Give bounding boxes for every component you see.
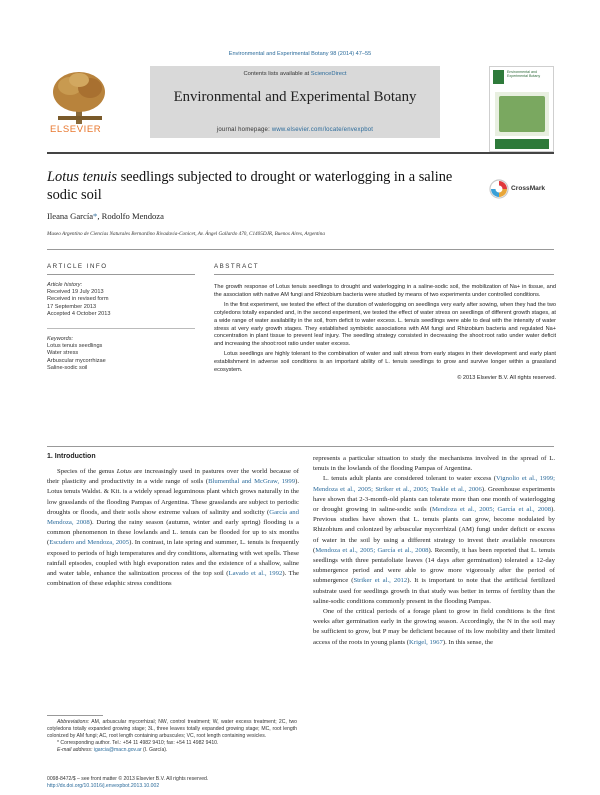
citation-link[interactable]: Lavado et al., 1992 bbox=[228, 570, 283, 578]
intro-paragraph: Species of the genus Lotus are increasingly used in pastures over the world because of their plasticity and productivity in a wide range of soils (Blumenthal and McGraw, 1999). Lotus tenuis Waldst. & Kit. is a widely spread leguminous plant which grows naturally in the low grasslands of the flooding Pampas of Argentina. These grasslands are subject to periodic droughts or floods, and their soils show extreme values of salinity and sodicity (García and Mendoza, 2008). During the rainy season (autumn, winter and early spring) flooding is a common phenomenon in these lowlands and L. tenuis can be flooded for up to six months (Escudero and Mendoza, 2005). In contrast, in late spring and summer, L. tenuis is frequently exposed to periods of high temperatures and dry conditions, alternating with wet spells. These rainfall episodes, coupled with high evaporation rates and the existence of a shallow, saline and water table, enhance the salinization process of the top soil (Lavado et al., 1992). The combination of these edaphic stress conditions bbox=[47, 468, 299, 588]
publisher-name: ELSEVIER bbox=[50, 124, 102, 135]
abstract-paragraph: In the first experiment, we tested the effect of the duration of waterlogging on seedlings very early after sowing, when they had the two cotyledons totally expanded and, in the second experiment, we tested the effect of water stress on seedlings of different growth stages, at a wide range of water availability in the soil, from deficit to water excess. L. tenuis seedlings were able to deal with the intensity of water stress at very early growth stages. They established symbiotic associations with AM fungi and Rhizobium bacteria and regulated Na+ concentration in plant tissue to prevent leaf injury. The seedling strategy consisted in decreasing the shoot:root ratio under water deficit and increasing the shoot:root ratio under water excess. bbox=[214, 301, 556, 348]
footnote-rule bbox=[47, 715, 103, 716]
intro-right-column bbox=[313, 454, 555, 648]
crossmark-badge[interactable] bbox=[489, 179, 555, 199]
header-rule bbox=[47, 152, 554, 154]
history-entry: Accepted 4 October 2013 bbox=[47, 310, 111, 317]
author-2[interactable]: Rodolfo Mendoza bbox=[101, 211, 164, 221]
keywords: Keywords: Lotus tenuis seedlings Water stress Arbuscular mycorrhizae Saline-sodic soil bbox=[47, 336, 106, 371]
email-note: E-mail address: igarcia@macn.gov.ar (I. García). bbox=[57, 746, 168, 753]
citation-link[interactable]: Krigel, 1967 bbox=[409, 638, 443, 646]
corresponding-mark[interactable]: * bbox=[93, 211, 98, 221]
article-title: Lotus tenuis seedlings subjected to drought or waterlogging in a saline sodic soil bbox=[47, 169, 453, 203]
journal-cover-thumbnail bbox=[489, 66, 554, 152]
abstract-heading: ABSTRACT bbox=[214, 263, 260, 270]
citation-link[interactable]: García and Mendoza, 2008 bbox=[47, 508, 299, 527]
history-entry: Received in revised form bbox=[47, 296, 109, 303]
citation-link[interactable]: Vignolio et al., 1999; Mendoza et al., 2005; Striker et al., 2005; Teakle et al., 2006 bbox=[313, 475, 555, 493]
corresponding-note: * Corresponding author. Tel.: +54 11 4982 9410; fax: +54 11 4982 9410. bbox=[57, 739, 219, 746]
author-1[interactable]: Ileana García bbox=[47, 211, 94, 221]
citation-link[interactable]: Blumenthal and McGraw, 1999 bbox=[208, 478, 296, 486]
abbreviations-note: Abbreviations: AM, arbuscular mycorrhizal; NW, control treatment; W, water excess treatment; 2C, two cotyledons totally expanded growing stage; 3L, three leaves totally expanded growing stage; MC, root length colonized by AM fungi; AC, root length containing arbuscules; VC, root length containing vesicles. bbox=[47, 719, 297, 739]
citation-link[interactable]: Mendoza et al., 2005; García et al., 2008 bbox=[315, 546, 429, 554]
footnotes bbox=[47, 719, 297, 754]
cover-title: Environmental and Experimental Botany bbox=[507, 70, 541, 79]
issn-line: 0098-8472/$ – see front matter © 2013 Elsevier B.V. All rights reserved. bbox=[47, 776, 209, 782]
journal-homepage: journal homepage: www.elsevier.com/locate/envexpbot bbox=[216, 127, 374, 133]
crossmark-icon bbox=[489, 179, 509, 199]
intro-paragraph: L. tenuis adult plants are considered tolerant to water excess (Vignolio et al., 1999; Mendoza et al., 2005; Striker et al., 2005; Teakle et al., 2006). Greenhouse experiments have shown that 2-3-month-old plants can tolerate more than one month of waterlogging or drought growing in saline-sodic soils (Mendoza et al., 2005; García et al., 2008). Previous studies have shown that L. tenuis plants can grow, become nodulated by Rhizobium and colonized by arbuscular mycorrhizal (AM) fungi under deficit or excess of water in the soil by using a different strategy to invest their available resources (Mendoza et al., 2005; García et al., 2008). Recently, it has been reported that L. tenuis seedlings with three pentafoliate leaves (14 days after germination) tolerated a 12-day submergence period and were able to grow more vigorously after the period of submergence (Striker et al., 2012). It is important to note that the artificial fertilized substrate used for seedlings growth in that study was better in terms of fertility than the saline-sodic conditions commonly present in the flooding Pampas. bbox=[313, 475, 555, 605]
affiliation: Museo Argentino de Ciencias Naturales Bernardino Rivadavia-Conicet, Av. Ángel Gallardo 470, C1405DJR, Buenos Aires, Argentina bbox=[47, 231, 325, 237]
abstract-paragraph: The growth response of Lotus tenuis seedlings to drought and waterlogging in a saline-sodic soil, the mobilization of Na+ in tissue, and the association with native AM fungi and Rhizobium bacteria were studied by means of two experiments under controlled conditions. bbox=[214, 284, 556, 298]
copyright: © 2013 Elsevier B.V. All rights reserved. bbox=[457, 374, 556, 381]
intro-left-column bbox=[47, 467, 299, 589]
history-entry: Received 19 July 2013 bbox=[47, 289, 104, 296]
author-list: Ileana García*, Rodolfo Mendoza bbox=[47, 211, 164, 221]
keyword-item: Water stress bbox=[47, 350, 79, 357]
article-info-heading: ARTICLE INFO bbox=[47, 263, 108, 270]
abstract-body bbox=[214, 284, 556, 383]
issn-block bbox=[47, 776, 297, 790]
homepage-link[interactable]: www.elsevier.com/locate/envexpbot bbox=[271, 127, 374, 133]
article-info-rule bbox=[47, 274, 195, 275]
abstract-bottom-rule bbox=[47, 446, 554, 447]
journal-title: Environmental and Experimental Botany bbox=[173, 89, 417, 105]
elsevier-logo bbox=[46, 66, 146, 138]
citation-link[interactable]: Striker et al., 2012 bbox=[353, 577, 408, 585]
crossmark-label: CrossMark bbox=[511, 185, 546, 192]
history-entry: 17 September 2013 bbox=[47, 303, 97, 310]
affiliation-rule bbox=[47, 249, 554, 250]
email-link[interactable]: igarcia@macn.gov.ar bbox=[93, 746, 142, 753]
journal-citation[interactable]: Environmental and Experimental Botany 98 (2014) 47–55 bbox=[228, 51, 372, 57]
history-rule bbox=[47, 328, 195, 329]
citation-link[interactable]: Escudero and Mendoza, 2005 bbox=[49, 539, 130, 547]
sciencedirect-link[interactable]: ScienceDirect bbox=[310, 71, 347, 77]
intro-paragraph: represents a particular situation to study the mechanisms involved in the spread of L. tenuis in the lowlands of the flooding Pampas of Argentina. bbox=[313, 455, 555, 473]
keyword-item: Saline-sodic soil bbox=[47, 364, 88, 371]
intro-paragraph: One of the critical periods of a forage plant to grow in field conditions is the first weeks after germination early in the growing season. Accordingly, the N in the soil may be sufficient to grow, but P may be deficient because of its low mobility and their limited access of the roots in young plants (Krigel, 1967). In this sense, the bbox=[313, 608, 555, 646]
citation-link[interactable]: Mendoza et al., 2005; García et al., 2008 bbox=[431, 506, 552, 514]
keyword-item: Lotus tenuis seedlings bbox=[47, 343, 103, 350]
abstract-paragraph: Lotus seedlings are highly tolerant to the combination of water and salt stress from early stages in their development and early plant establishment in adverse soil conditions is an important ability of L. tenuis seedlings to grow and survive longer within a grassland ecosystem. bbox=[214, 351, 556, 374]
article-history: Article history: Received 19 July 2013 Received in revised form 17 September 2013 Accepted 4 October 2013 bbox=[47, 282, 111, 317]
doi-link[interactable]: http://dx.doi.org/10.1016/j.envexpbot.2013.10.002 bbox=[47, 783, 160, 790]
keyword-item: Arbuscular mycorrhizae bbox=[47, 357, 106, 364]
abstract-rule bbox=[214, 274, 554, 275]
contents-line: Contents lists available at ScienceDirect bbox=[243, 71, 347, 77]
section-heading: 1. Introduction bbox=[47, 453, 96, 460]
